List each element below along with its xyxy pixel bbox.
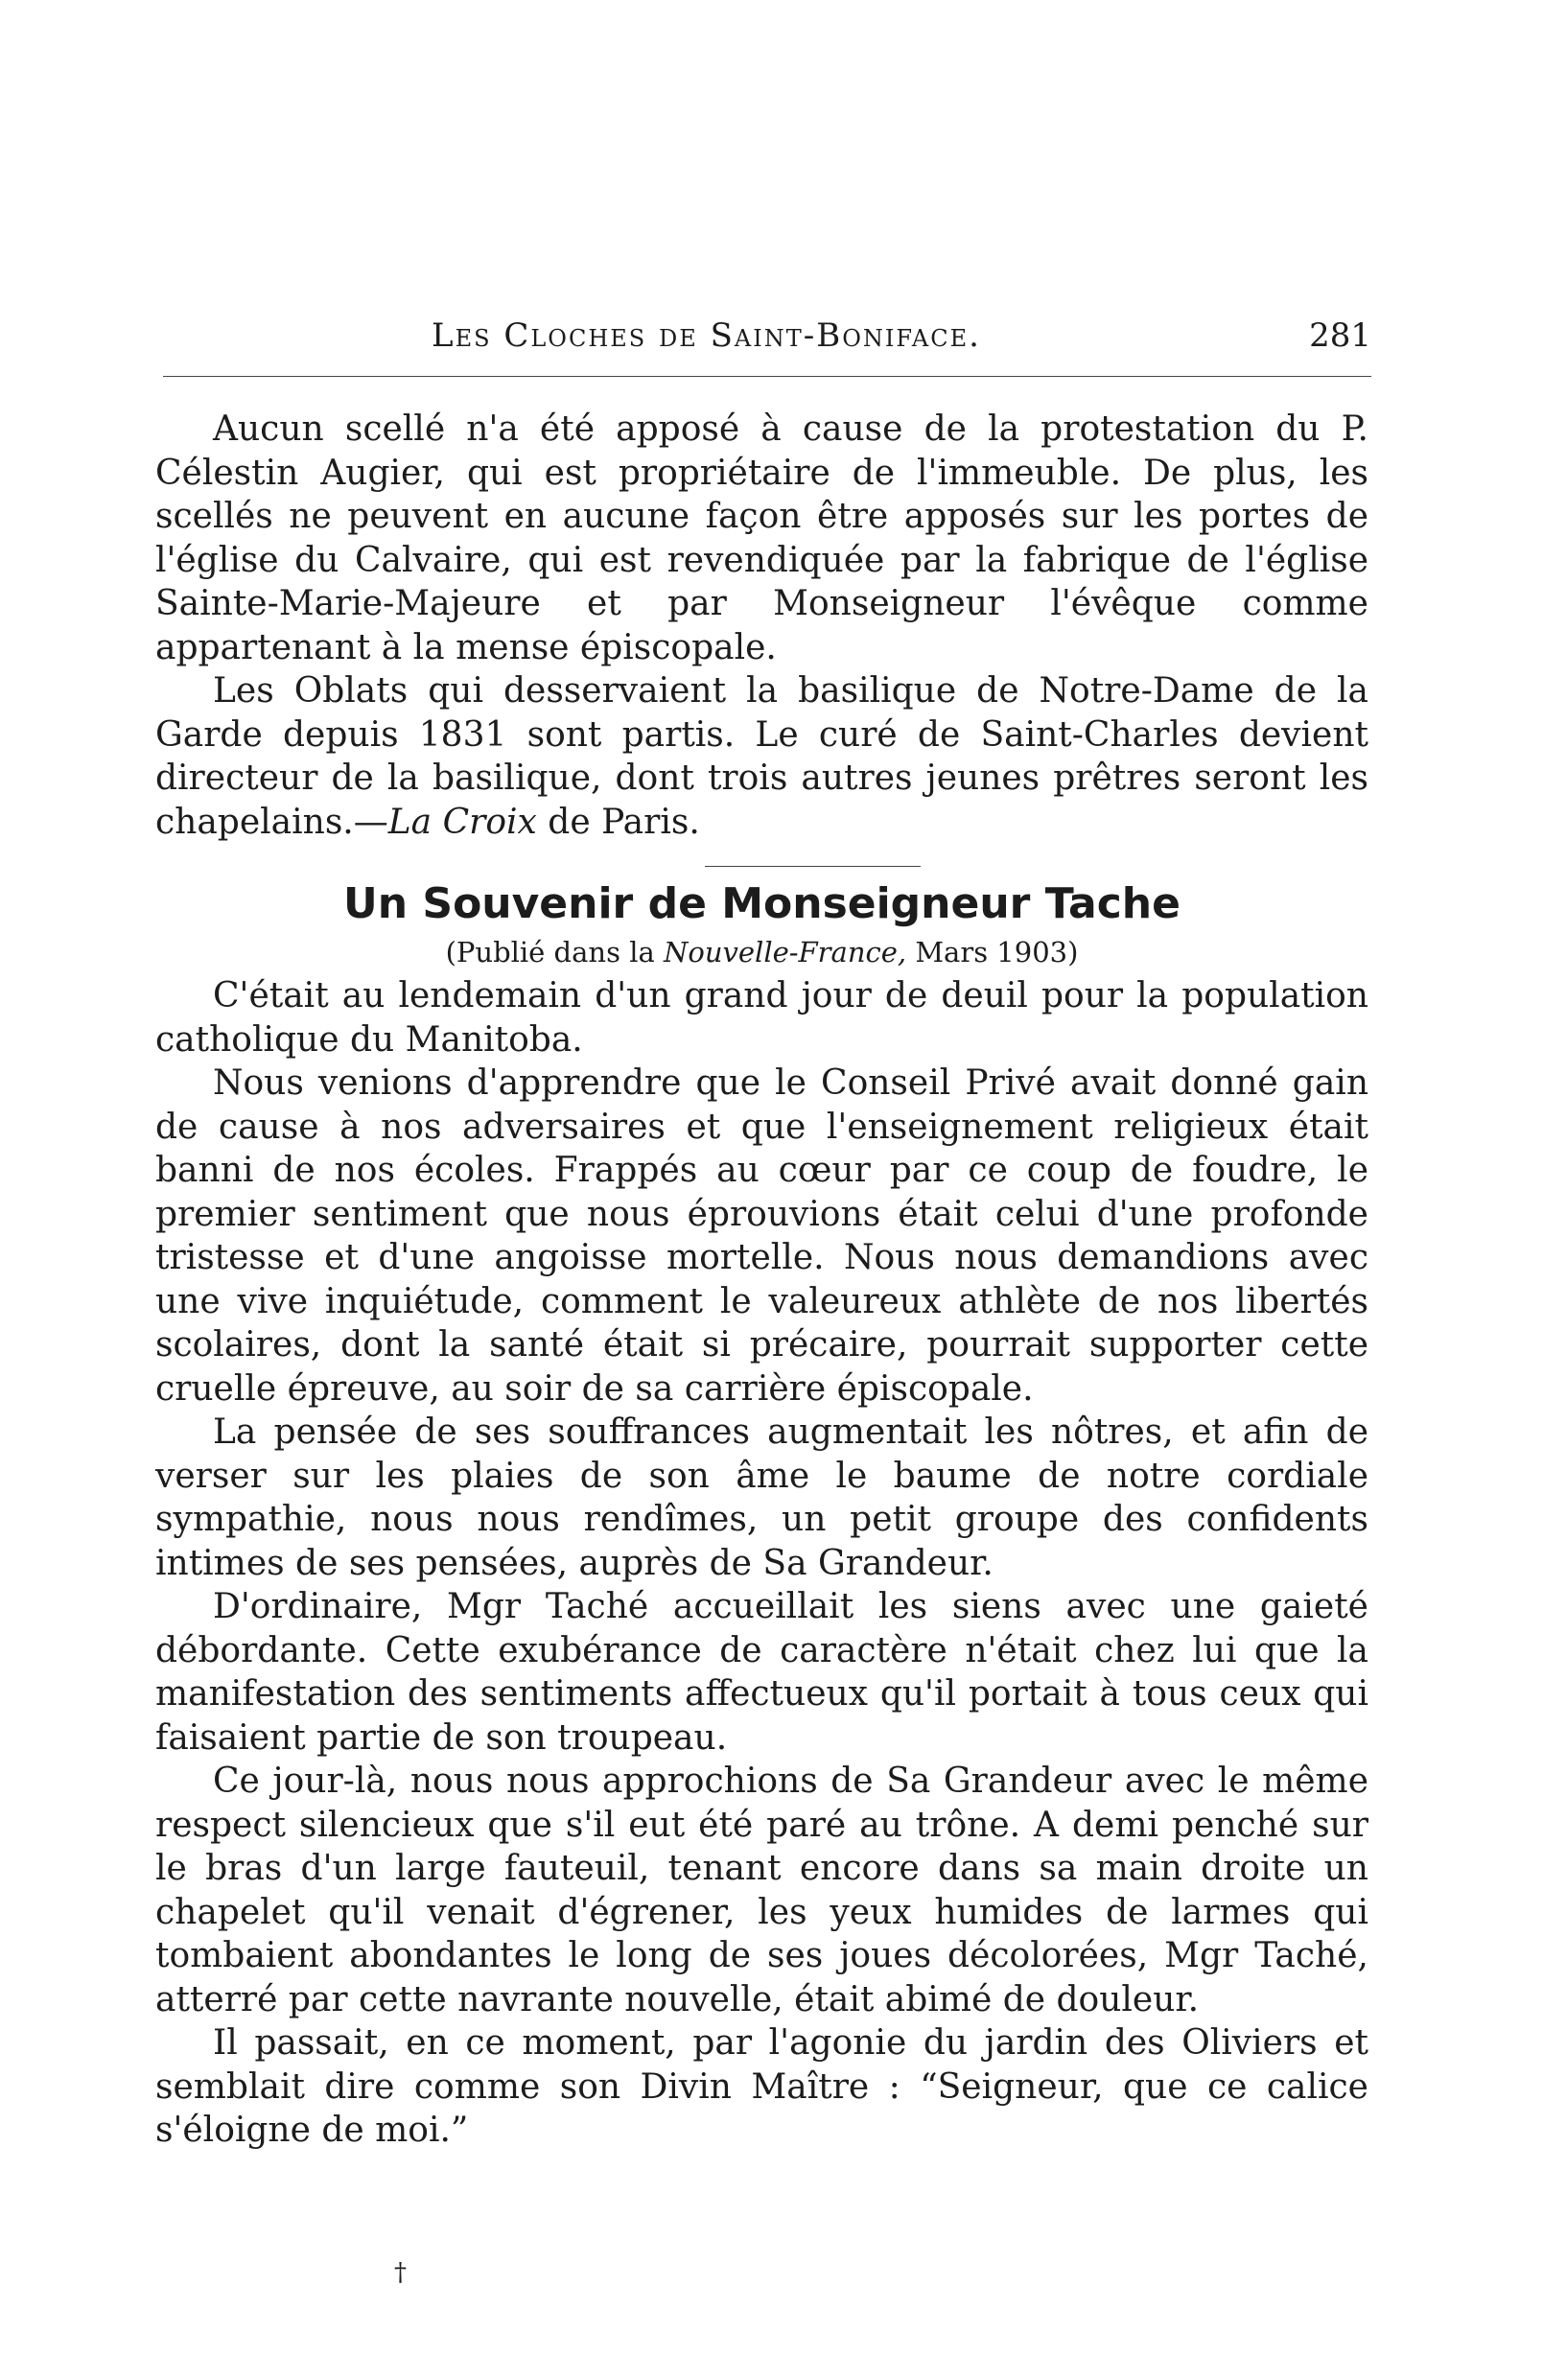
running-head bbox=[153, 316, 1371, 364]
header-rule bbox=[163, 376, 1371, 377]
source-prefix: (Publié dans la bbox=[445, 936, 664, 968]
page-number: 281 bbox=[1309, 316, 1371, 355]
paragraph: Ce jour-là, nous nous approchions de Sa Grandeur avec le même respect silencieux que s'il eut été paré au trône. A demi penché sur le bras d'un large fauteuil, tenant encore dans sa main droite un chapelet qu'il venait d'égrener, les yeux humides de larmes qui tombaient abondantes le long de ses joues décolorées, Mgr Taché, atterré par cette navrante nouvelle, était abimé de douleur. bbox=[155, 1762, 1368, 2019]
source-journal: Nouvelle-France, bbox=[663, 936, 907, 968]
footer-mark: † bbox=[394, 2258, 407, 2287]
paragraph: D'ordinaire, Mgr Taché accueillait les siens avec une gaieté débordante. Cette exubérance de caractère n'était chez lui que la manifestation des sentiments affectueux qu'il portait à tous ceux qui faisaient partie de son troupeau. bbox=[155, 1587, 1368, 1758]
paragraph: C'était au lendemain d'un grand jour de deuil pour la population catholique du Manitoba. bbox=[155, 976, 1368, 1060]
paragraph: La pensée de ses souffrances augmentait les nôtres, et afin de verser sur les plaies de son âme le baume de notre cordiale sympathie, nous nous rendîmes, un petit groupe des confidents intimes de ses pensées, auprès de Sa Grandeur. bbox=[155, 1412, 1368, 1583]
paragraph: Il passait, en ce moment, par l'agonie du jardin des Oliviers et semblait dire comme son Divin Maître : “Seigneur, que ce calice s'éloigne de moi.” bbox=[155, 2023, 1368, 2150]
paragraph: Aucun scellé n'a été apposé à cause de la protestation du P. Célestin Augier, qui est propriétaire de l'immeuble. De plus, les scellés ne peuvent en aucune façon être apposés sur les portes de l'église du Calvaire, qui est revendiquée par la fabrique de l'église Sainte-Marie-Majeure et par Monseigneur l'évêque comme appartenant à la mense épiscopale. bbox=[155, 409, 1368, 667]
top-text-block bbox=[155, 408, 1368, 844]
citation-journal: La Croix bbox=[387, 802, 537, 842]
citation-rest: de Paris. bbox=[536, 802, 700, 842]
paragraph: Nous venions d'apprendre que le Conseil Privé avait donné gain de cause à nos adversaires et que l'enseignement religieux était banni de nos écoles. Frappés au cœur par ce coup de foudre, le premier sentiment que nous éprouvions était celui d'une profonde tristesse et d'une angoisse mortelle. Nous nous demandions avec une vive inquiétude, comment le valeureux athlète de nos libertés scolaires, dont la santé était si précaire, pourrait supporter cette cruelle épreuve, au soir de sa carrière épiscopale. bbox=[155, 1063, 1368, 1409]
article-source bbox=[155, 935, 1368, 969]
paragraph-text: Les Oblats qui desservaient la basilique de Notre-Dame de la Garde depuis 1831 sont partis. Le curé de Saint-Charles devient directeur de la basilique, dont trois autres jeunes prêtres seront les chapelains.— bbox=[155, 671, 1368, 842]
paragraph bbox=[155, 669, 1368, 844]
running-title: Les Cloches de Saint-Boniface. bbox=[432, 316, 981, 355]
article-title: Un Souvenir de Monseigneur Tache bbox=[343, 879, 1181, 928]
article-body bbox=[155, 974, 1368, 2153]
source-suffix: Mars 1903) bbox=[906, 936, 1079, 968]
section-divider bbox=[705, 866, 921, 867]
